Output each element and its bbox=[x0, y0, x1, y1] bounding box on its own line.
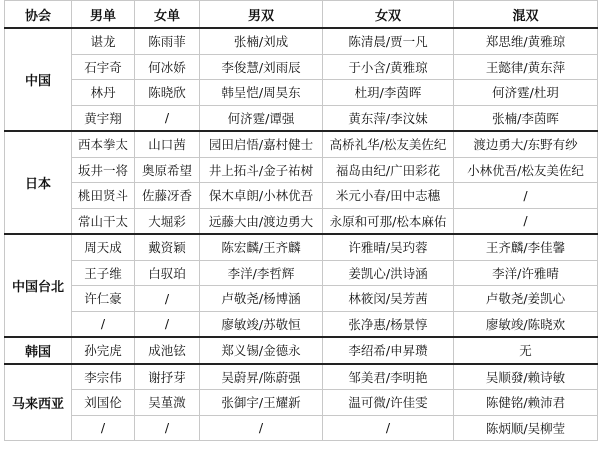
mens-singles-cell[interactable]: 常山干太 bbox=[72, 208, 135, 234]
mens-doubles-cell[interactable]: 卢敬尧/杨博涵 bbox=[200, 286, 323, 312]
header-womens-doubles[interactable]: 女双 bbox=[323, 1, 454, 29]
mixed-doubles-cell[interactable]: 何济霆/杜玥 bbox=[454, 80, 598, 106]
womens-doubles-cell[interactable]: 杜玥/李茵晖 bbox=[323, 80, 454, 106]
table-row bbox=[5, 208, 598, 234]
mixed-doubles-cell[interactable]: 渡边勇大/东野有纱 bbox=[454, 131, 598, 157]
mens-doubles-cell[interactable]: 陈宏麟/王齐麟 bbox=[200, 234, 323, 260]
mens-doubles-cell[interactable]: 何济霆/谭强 bbox=[200, 105, 323, 131]
mens-doubles-cell[interactable]: 远藤大由/渡边勇大 bbox=[200, 208, 323, 234]
table-row bbox=[5, 337, 598, 364]
mixed-doubles-cell[interactable]: 王懿律/黄东萍 bbox=[454, 54, 598, 80]
womens-doubles-cell[interactable]: 张净惠/杨景惇 bbox=[323, 311, 454, 337]
mens-singles-cell[interactable]: 桃田贤斗 bbox=[72, 183, 135, 209]
mixed-doubles-cell[interactable]: 陈炳顺/吴柳莹 bbox=[454, 415, 598, 441]
womens-singles-cell[interactable]: 山口茜 bbox=[135, 131, 200, 157]
womens-singles-cell[interactable]: / bbox=[135, 105, 200, 131]
womens-singles-cell[interactable]: 谢抒芽 bbox=[135, 364, 200, 390]
womens-doubles-cell[interactable]: 姜凯心/洪诗涵 bbox=[323, 260, 454, 286]
womens-doubles-cell[interactable]: 陈清晨/贾一凡 bbox=[323, 28, 454, 54]
table-row bbox=[5, 28, 598, 54]
association-cell[interactable]: 中国 bbox=[5, 28, 72, 131]
table-row bbox=[5, 105, 598, 131]
table-row bbox=[5, 80, 598, 106]
womens-singles-cell[interactable]: 戴资颖 bbox=[135, 234, 200, 260]
womens-singles-cell[interactable]: / bbox=[135, 311, 200, 337]
mens-doubles-cell[interactable]: / bbox=[200, 415, 323, 441]
table-body bbox=[5, 1, 598, 441]
mixed-doubles-cell[interactable]: / bbox=[454, 208, 598, 234]
mens-doubles-cell[interactable]: 园田启悟/嘉村健士 bbox=[200, 131, 323, 157]
association-cell[interactable]: 日本 bbox=[5, 131, 72, 234]
womens-singles-cell[interactable]: 成池铉 bbox=[135, 337, 200, 364]
womens-singles-cell[interactable]: 何冰娇 bbox=[135, 54, 200, 80]
mens-singles-cell[interactable]: 刘国伦 bbox=[72, 390, 135, 416]
mens-singles-cell[interactable]: 孙完虎 bbox=[72, 337, 135, 364]
table-row bbox=[5, 311, 598, 337]
womens-singles-cell[interactable]: 吴堇溦 bbox=[135, 390, 200, 416]
mens-singles-cell[interactable]: 黄宇翔 bbox=[72, 105, 135, 131]
womens-doubles-cell[interactable]: 林筱闵/吴芳茜 bbox=[323, 286, 454, 312]
womens-singles-cell[interactable]: / bbox=[135, 415, 200, 441]
womens-doubles-cell[interactable]: 温可微/许佳雯 bbox=[323, 390, 454, 416]
mens-singles-cell[interactable]: 坂井一将 bbox=[72, 157, 135, 183]
header-mens-singles[interactable]: 男单 bbox=[72, 1, 135, 29]
womens-doubles-cell[interactable]: 李绍希/申昇瓒 bbox=[323, 337, 454, 364]
womens-doubles-cell[interactable]: 福岛由纪/广田彩花 bbox=[323, 157, 454, 183]
table-row bbox=[5, 390, 598, 416]
mens-doubles-cell[interactable]: 廖敏竣/苏敬恒 bbox=[200, 311, 323, 337]
association-cell[interactable]: 中国台北 bbox=[5, 234, 72, 337]
mens-doubles-cell[interactable]: 郑义锡/金德永 bbox=[200, 337, 323, 364]
header-mens-doubles[interactable]: 男双 bbox=[200, 1, 323, 29]
mixed-doubles-cell[interactable]: 卢敬尧/姜凯心 bbox=[454, 286, 598, 312]
header-mixed-doubles[interactable]: 混双 bbox=[454, 1, 598, 29]
mixed-doubles-cell[interactable]: 小林优吾/松友美佐纪 bbox=[454, 157, 598, 183]
womens-doubles-cell[interactable]: 永原和可那/松本麻佑 bbox=[323, 208, 454, 234]
mens-doubles-cell[interactable]: 张御宇/王耀新 bbox=[200, 390, 323, 416]
womens-doubles-cell[interactable]: 邹美君/李明艳 bbox=[323, 364, 454, 390]
mens-singles-cell[interactable]: 许仁豪 bbox=[72, 286, 135, 312]
table-row bbox=[5, 415, 598, 441]
header-row bbox=[5, 1, 598, 29]
mixed-doubles-cell[interactable]: 廖敏竣/陈晓欢 bbox=[454, 311, 598, 337]
mens-doubles-cell[interactable]: 韩呈恺/周昊东 bbox=[200, 80, 323, 106]
mens-doubles-cell[interactable]: 吴蔚昇/陈蔚强 bbox=[200, 364, 323, 390]
table-row bbox=[5, 260, 598, 286]
association-cell[interactable]: 韩国 bbox=[5, 337, 72, 364]
mens-singles-cell[interactable]: 林丹 bbox=[72, 80, 135, 106]
womens-singles-cell[interactable]: / bbox=[135, 286, 200, 312]
womens-singles-cell[interactable]: 白驭珀 bbox=[135, 260, 200, 286]
table-row bbox=[5, 286, 598, 312]
womens-doubles-cell[interactable]: 许雅晴/吴玓蓉 bbox=[323, 234, 454, 260]
header-womens-singles[interactable]: 女单 bbox=[135, 1, 200, 29]
entries-table bbox=[4, 0, 598, 441]
table-row bbox=[5, 157, 598, 183]
mens-singles-cell[interactable]: 谌龙 bbox=[72, 28, 135, 54]
table-row bbox=[5, 364, 598, 390]
table-row bbox=[5, 234, 598, 260]
header-association[interactable]: 协会 bbox=[5, 1, 72, 29]
mens-singles-cell[interactable]: / bbox=[72, 311, 135, 337]
womens-doubles-cell[interactable]: / bbox=[323, 415, 454, 441]
mixed-doubles-cell[interactable]: 陈健铭/赖沛君 bbox=[454, 390, 598, 416]
table-row bbox=[5, 54, 598, 80]
womens-singles-cell[interactable]: 奥原希望 bbox=[135, 157, 200, 183]
mens-singles-cell[interactable]: 石宇奇 bbox=[72, 54, 135, 80]
mixed-doubles-cell[interactable]: 李洋/许雅晴 bbox=[454, 260, 598, 286]
womens-doubles-cell[interactable]: 米元小春/田中志穗 bbox=[323, 183, 454, 209]
mixed-doubles-cell[interactable]: 张楠/李茵晖 bbox=[454, 105, 598, 131]
womens-doubles-cell[interactable]: 于小含/黄雅琼 bbox=[323, 54, 454, 80]
table-row bbox=[5, 131, 598, 157]
womens-singles-cell[interactable]: 陈晓欣 bbox=[135, 80, 200, 106]
mens-doubles-cell[interactable]: 李洋/李哲辉 bbox=[200, 260, 323, 286]
mixed-doubles-cell[interactable]: / bbox=[454, 183, 598, 209]
mens-doubles-cell[interactable]: 井上拓斗/金子祐树 bbox=[200, 157, 323, 183]
mixed-doubles-cell[interactable]: 王齐麟/李佳馨 bbox=[454, 234, 598, 260]
mens-singles-cell[interactable]: 周天成 bbox=[72, 234, 135, 260]
mens-doubles-cell[interactable]: 张楠/刘成 bbox=[200, 28, 323, 54]
mens-singles-cell[interactable]: / bbox=[72, 415, 135, 441]
mens-singles-cell[interactable]: 王子维 bbox=[72, 260, 135, 286]
womens-doubles-cell[interactable]: 黄东萍/李汶妹 bbox=[323, 105, 454, 131]
mens-doubles-cell[interactable]: 李俊慧/刘雨辰 bbox=[200, 54, 323, 80]
womens-singles-cell[interactable]: 陈雨菲 bbox=[135, 28, 200, 54]
table-row bbox=[5, 183, 598, 209]
mixed-doubles-cell[interactable]: 吴顺發/赖诗敏 bbox=[454, 364, 598, 390]
mens-singles-cell[interactable]: 李宗伟 bbox=[72, 364, 135, 390]
mens-doubles-cell[interactable]: 保木卓朗/小林优吾 bbox=[200, 183, 323, 209]
womens-doubles-cell[interactable]: 高桥礼华/松友美佐纪 bbox=[323, 131, 454, 157]
association-cell[interactable]: 马来西亚 bbox=[5, 364, 72, 441]
mixed-doubles-cell[interactable]: 无 bbox=[454, 337, 598, 364]
womens-singles-cell[interactable]: 佐藤冴香 bbox=[135, 183, 200, 209]
mixed-doubles-cell[interactable]: 郑思维/黄雅琼 bbox=[454, 28, 598, 54]
womens-singles-cell[interactable]: 大堀彩 bbox=[135, 208, 200, 234]
mens-singles-cell[interactable]: 西本拳太 bbox=[72, 131, 135, 157]
